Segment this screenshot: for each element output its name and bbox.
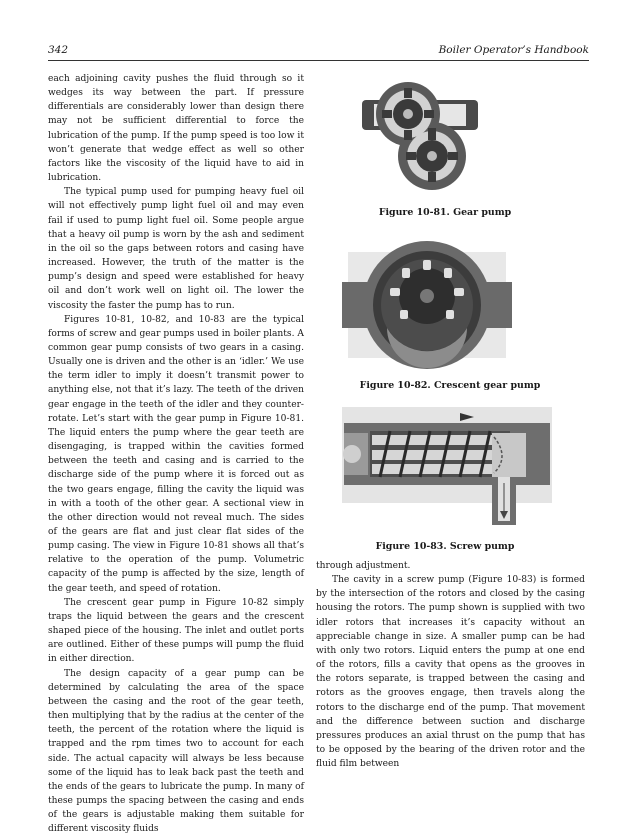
paragraph: The crescent gear pump in Figure 10-82 simply traps the liquid between the gears and the crescent shaped piece of the housing. The inlet and outlet ports are outlined. Either of these pumps will pump the fluid in either direction. [48, 597, 304, 665]
gear-pump-illustration [360, 78, 480, 196]
paragraph: The design capacity of a gear pump can be determined by calculating the area of the space between the casing and the root of the gear teeth, then multiplying that by the radius at the center of the teeth, the percent of the rotation where the liquid is trapped and the rpm times two to account for each side. The actual capacity will always be less because some of the liquid has to leak back past the teeth and the ends of the gears to lubricate the pump. In many of these pumps the spacing between the casing and ends of the gears is adjustable making them suitable for different viscosity fluids [48, 668, 304, 835]
crescent-gear-pump-illustration [342, 238, 512, 372]
header-rule [48, 60, 589, 61]
left-column [48, 72, 304, 836]
crescent-gear-pump-figure [342, 238, 512, 372]
figure-caption: Figure 10-82. Crescent gear pump [359, 380, 541, 391]
running-head: Boiler Operator’s Handbook [438, 44, 589, 56]
right-column [316, 559, 585, 771]
screw-pump-figure [342, 403, 554, 529]
paragraph: through adjustment. [316, 561, 411, 571]
figure-caption: Figure 10-83. Screw pump [375, 541, 515, 552]
paragraph: Figures 10-81, 10-82, and 10-83 are the typical forms of screw and gear pumps used in boiler plants. A common gear pump consists of two gears in a casing. Usually one is driven and the other is an ‘idler.’ We use the term idler to imply it doesn’t transmit power to anything else, not that it’s lazy. The teeth of the driven gear engage in the teeth of the idler and they counter-rotate. Let’s start with the gear pump in Figure 10-81. The liquid enters the pump where the gear teeth are disengaging, is trapped within the cavities formed between the teeth and casing and is carried to the discharge side of the pump where it is forced out as the two gears engage, filling the cavity the liquid was in with a tooth of the other gear. A sectional view in the other direction would not reveal much. The sides of the gears are flat and just clear flat sides of the pump casing. The view in Figure 10-81 shows all that’s relative to the operation of the pump. Volumetric capacity of the pump is affected by the size, length of the gear teeth, and speed of rotation. [48, 314, 304, 594]
paragraph: The typical pump used for pumping heavy fuel oil will not effectively pump light fuel oil and may even fail if used to pump light fuel oil. Some people argue that a heavy oil pump is worn by the ash and sediment in the oil so the gaps between rotors and casing have increased. However, the truth of the matter is the pump’s design and speed were established for heavy oil and don’t work well on light oil. The lower the viscosity the faster the pump has to run. [48, 187, 304, 311]
page-number: 342 [48, 44, 69, 56]
paragraph: The cavity in a screw pump (Figure 10-83) is formed by the intersection of the rotors and closed by the casing housing the rotors. The pump shown is supplied with two idler rotors that increases it’s capacity without an appreciable change in size. A smaller pump can be had with only two rotors. Liquid enters the pump at one end of the rotors, fills a cavity that opens as the grooves in the rotors separate, is trapped between the casing and rotors as the grooves engage, then travels along the rotors to the discharge end of the pump. That movement and the difference between suction and discharge pressures produces an axial thrust on the pump that has to be opposed by the bearing of the driven rotor and the fluid film between [316, 575, 585, 770]
figure-caption: Figure 10-81. Gear pump [378, 207, 512, 218]
screw-pump-illustration [342, 403, 554, 529]
paragraph: each adjoining cavity pushes the fluid through so it wedges its way between the part. If pressure differentials are considerably lower than design there may not be sufficient differential to force the lubrication of the pump. If the pump speed is too low it won’t generate that wedge effect as well so other factors like the viscosity of the liquid have to aid in lubrication. [48, 74, 304, 184]
gear-pump-figure [360, 78, 480, 196]
